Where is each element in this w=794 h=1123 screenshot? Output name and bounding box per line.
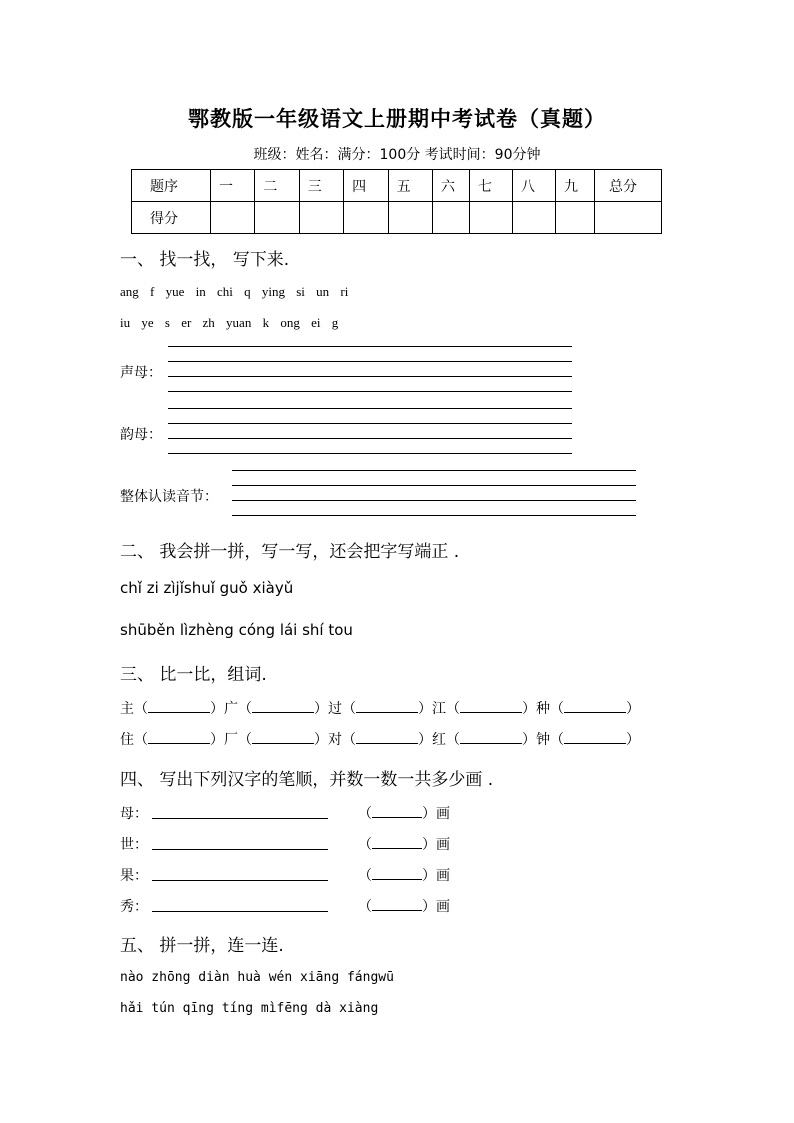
- score-header-cell: 四: [344, 170, 388, 202]
- stroke-count: （ ）画: [358, 868, 450, 884]
- section-5-heading: 五、 拼一拼，连一连.: [120, 936, 284, 956]
- answer-line[interactable]: [232, 515, 636, 516]
- compare-row-1: 主（ ）广（ ）过（ ）江（ ）种（ ）: [120, 701, 640, 717]
- section-3-heading: 三、 比一比，组词.: [120, 665, 267, 685]
- answer-line[interactable]: [168, 453, 572, 454]
- compare-char: 对: [328, 732, 342, 748]
- compare-char: 红: [432, 732, 446, 748]
- word-blank[interactable]: [148, 731, 210, 744]
- stroke-order-line[interactable]: [152, 911, 328, 912]
- stroke-unit: 画: [436, 868, 450, 884]
- stroke-count-blank[interactable]: [372, 836, 422, 849]
- stroke-count: （ ）画: [358, 806, 450, 822]
- stroke-count: （ ）画: [358, 837, 450, 853]
- word-blank[interactable]: [252, 731, 314, 744]
- score-cell[interactable]: [211, 202, 255, 234]
- section-4-heading: 四、 写出下列汉字的笔顺，并数一数一共多少画 .: [120, 770, 494, 790]
- score-header-cell: 总分: [595, 170, 662, 202]
- stroke-count-blank[interactable]: [372, 805, 422, 818]
- stroke-char: 秀：: [120, 899, 148, 915]
- section-5-pinyin-line-1: nào zhōng diàn huà wén xiāng fángwū: [120, 970, 394, 985]
- stroke-order-line[interactable]: [152, 849, 328, 850]
- answer-line[interactable]: [168, 376, 572, 377]
- word-blank[interactable]: [252, 700, 314, 713]
- stroke-unit: 画: [436, 806, 450, 822]
- page-title: 鄂教版一年级语文上册期中考试卷（真题）: [188, 106, 606, 131]
- compare-char: 厂: [224, 732, 238, 748]
- label-yunmu: 韵母：: [120, 427, 162, 443]
- score-cell[interactable]: [433, 202, 470, 234]
- section-1-pinyin-line-2: iu ye s er zh yuan k ong ei g: [120, 315, 339, 330]
- compare-char: 种: [536, 701, 550, 717]
- answer-line[interactable]: [168, 408, 572, 409]
- score-header-cell: 六: [433, 170, 470, 202]
- section-1-heading: 一、 找一找， 写下来.: [120, 250, 290, 270]
- answer-line[interactable]: [168, 346, 572, 347]
- score-table: [131, 169, 662, 234]
- stroke-char: 母：: [120, 806, 148, 822]
- score-table-score-row: [132, 202, 662, 234]
- word-blank[interactable]: [564, 731, 626, 744]
- section-5-pinyin-line-2: hǎi tún qīng tíng mìfēng dà xiàng: [120, 1001, 379, 1016]
- answer-line[interactable]: [168, 361, 572, 362]
- answer-line[interactable]: [232, 485, 636, 486]
- score-header-cell: 五: [388, 170, 432, 202]
- compare-char: 钟: [536, 732, 550, 748]
- score-cell[interactable]: [388, 202, 432, 234]
- score-cell[interactable]: [556, 202, 595, 234]
- stroke-char: 世：: [120, 837, 148, 853]
- score-cell[interactable]: [595, 202, 662, 234]
- section-2-pinyin-line-1: chǐ zi zìjǐshuǐ guǒ xiàyǔ: [120, 579, 294, 597]
- score-header-cell: 题序: [132, 170, 211, 202]
- exam-info: 班级：姓名：满分：100分 考试时间：90分钟: [253, 147, 541, 163]
- answer-line[interactable]: [168, 423, 572, 424]
- stroke-unit: 画: [436, 837, 450, 853]
- word-blank[interactable]: [460, 731, 522, 744]
- compare-char: 广: [224, 701, 238, 717]
- score-header-cell: 七: [470, 170, 513, 202]
- word-blank[interactable]: [356, 700, 418, 713]
- compare-char: 江: [432, 701, 446, 717]
- word-blank[interactable]: [148, 700, 210, 713]
- score-header-cell: 八: [513, 170, 556, 202]
- score-header-cell: 三: [299, 170, 343, 202]
- word-blank[interactable]: [356, 731, 418, 744]
- word-blank[interactable]: [460, 700, 522, 713]
- score-cell[interactable]: [255, 202, 299, 234]
- score-row-label: 得分: [132, 202, 211, 234]
- compare-char: 过: [328, 701, 342, 717]
- section-1-pinyin-line-1: ang f yue in chi q ying si un ri: [120, 284, 349, 299]
- answer-line[interactable]: [232, 470, 636, 471]
- word-blank[interactable]: [564, 700, 626, 713]
- score-table-header-row: [132, 170, 662, 202]
- score-cell[interactable]: [344, 202, 388, 234]
- answer-line[interactable]: [168, 391, 572, 392]
- compare-char: 主: [120, 701, 134, 717]
- stroke-order-line[interactable]: [152, 818, 328, 819]
- stroke-count-blank[interactable]: [372, 867, 422, 880]
- compare-char: 住: [120, 732, 134, 748]
- score-header-cell: 九: [556, 170, 595, 202]
- stroke-order-line[interactable]: [152, 880, 328, 881]
- score-header-cell: 一: [211, 170, 255, 202]
- stroke-count-blank[interactable]: [372, 898, 422, 911]
- section-2-heading: 二、 我会拼一拼，写一写，还会把字写端正 .: [120, 542, 460, 562]
- stroke-count: （ ）画: [358, 899, 450, 915]
- label-shengmu: 声母：: [120, 365, 162, 381]
- section-2-pinyin-line-2: shūběn lìzhèng cóng lái shí tou: [120, 621, 353, 639]
- answer-line[interactable]: [232, 500, 636, 501]
- answer-line[interactable]: [168, 438, 572, 439]
- stroke-unit: 画: [436, 899, 450, 915]
- score-header-cell: 二: [255, 170, 299, 202]
- score-cell[interactable]: [299, 202, 343, 234]
- score-cell[interactable]: [470, 202, 513, 234]
- score-cell[interactable]: [513, 202, 556, 234]
- label-zhengti: 整体认读音节：: [120, 489, 218, 505]
- stroke-char: 果：: [120, 868, 148, 884]
- compare-row-2: 住（ ）厂（ ）对（ ）红（ ）钟（ ）: [120, 732, 640, 748]
